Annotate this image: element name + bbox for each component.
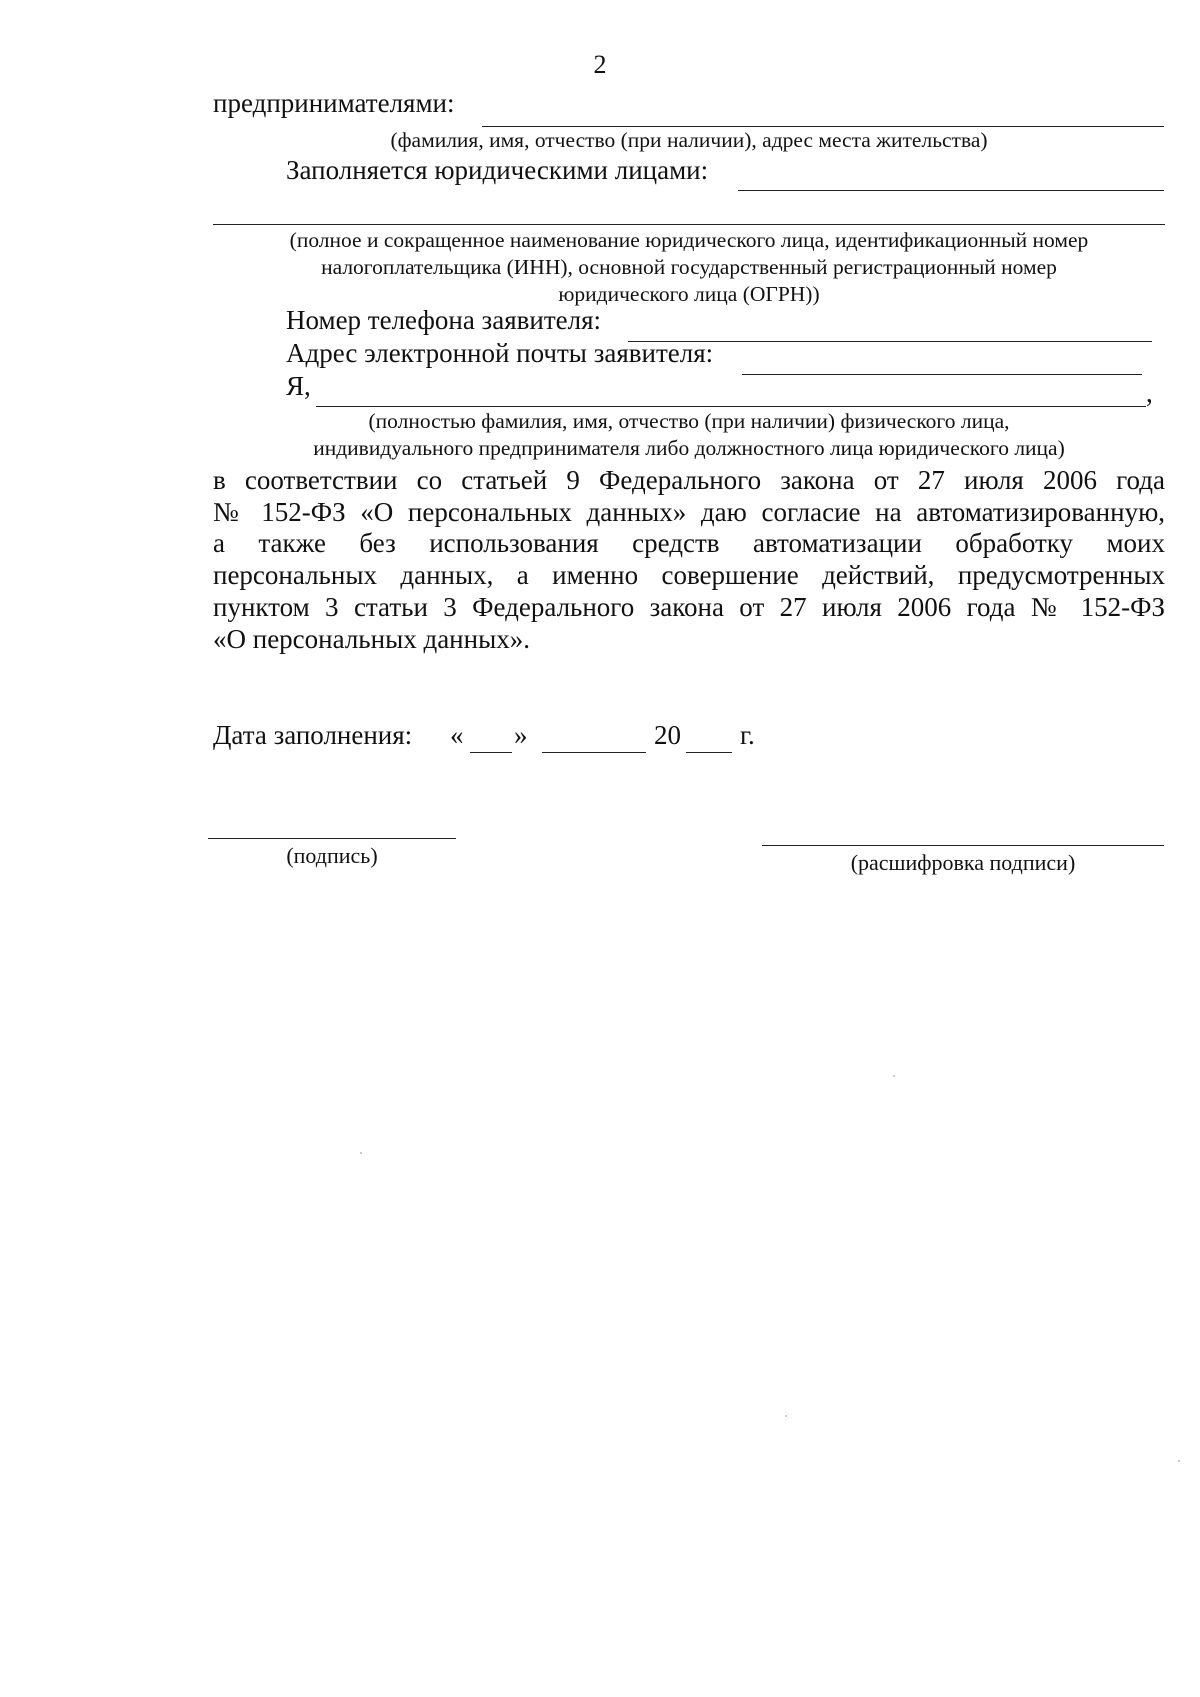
scan-speck	[1178, 1460, 1180, 1462]
entrepreneurs-caption: (фамилия, имя, отчество (при наличии), адрес места жительства)	[390, 128, 988, 152]
fill-date-year-prefix: 20	[654, 720, 681, 750]
applicant-trailing-comma: ,	[1146, 378, 1153, 408]
legal-entity-caption-line-1: (полное и сокращенное наименование юридического лица, идентификационный номер	[289, 228, 1089, 252]
consent-line-4: персональных данных, а именно совершение действий, предусмотренных	[213, 560, 1165, 590]
scan-speck	[893, 1075, 895, 1077]
email-fill-line[interactable]	[742, 374, 1142, 375]
signature-decoding-line[interactable]	[762, 845, 1164, 846]
legal-entity-fill-line-2[interactable]	[213, 224, 1165, 225]
consent-line-3: а также без использования средств автоматизации обработку моих	[213, 528, 1165, 558]
fill-date-year-line[interactable]	[686, 752, 732, 753]
fill-date-open-quote: «	[450, 720, 464, 750]
legal-entity-caption-line-3: юридического лица (ОГРН))	[558, 282, 820, 306]
fill-date-label: Дата заполнения:	[213, 720, 413, 750]
applicant-caption-line-2: индивидуального предпринимателя либо должностного лица юридического лица)	[313, 436, 1065, 460]
consent-line-6: «О персональных данных».	[213, 624, 530, 654]
applicant-label: Я,	[286, 371, 311, 401]
fill-date-close-quote: »	[514, 720, 528, 750]
legal-entity-caption-line-2: налогоплательщика (ИНН), основной государственный регистрационный номер	[321, 255, 1057, 279]
scan-speck	[360, 1152, 362, 1154]
entrepreneurs-label: предпринимателями:	[213, 88, 455, 118]
phone-label: Номер телефона заявителя:	[286, 305, 601, 335]
scan-speck	[785, 1415, 787, 1417]
page-number: 2	[593, 50, 607, 79]
fill-date-month-line[interactable]	[542, 752, 646, 753]
consent-line-5: пунктом 3 статьи 3 Федерального закона от 27 июля 2006 года № 152-ФЗ	[213, 592, 1165, 622]
consent-line-2: № 152-ФЗ «О персональных данных» даю согласие на автоматизированную,	[213, 497, 1165, 527]
signature-decoding-caption: (расшифровка подписи)	[850, 850, 1076, 875]
applicant-caption-line-1: (полностью фамилия, имя, отчество (при наличии) физического лица,	[368, 409, 1010, 433]
signature-caption: (подпись)	[286, 843, 378, 868]
signature-line[interactable]	[208, 838, 456, 839]
applicant-fill-line[interactable]	[316, 406, 1146, 407]
legal-entity-label: Заполняется юридическими лицами:	[286, 155, 709, 185]
fill-date-day-line[interactable]	[470, 752, 512, 753]
entrepreneurs-fill-line[interactable]	[482, 126, 1164, 127]
legal-entity-fill-line-1[interactable]	[738, 190, 1164, 191]
email-label: Адрес электронной почты заявителя:	[286, 338, 714, 368]
consent-line-1: в соответствии со статьей 9 Федерального закона от 27 июля 2006 года	[213, 465, 1165, 495]
fill-date-year-suffix: г.	[740, 720, 755, 750]
